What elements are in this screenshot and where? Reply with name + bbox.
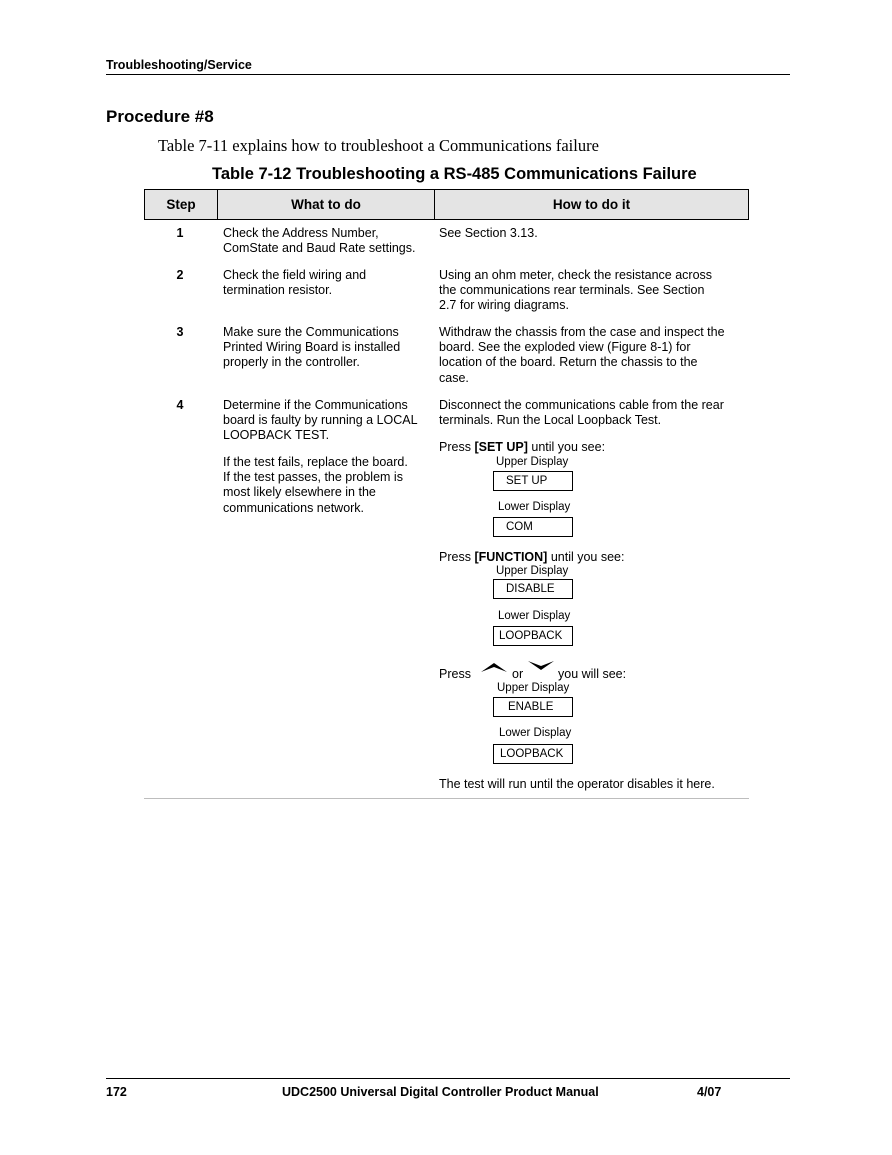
text-line: board is faulty by running a LOCAL bbox=[223, 413, 418, 428]
step-what bbox=[223, 325, 433, 371]
setup-key-label: [SET UP] bbox=[474, 440, 528, 454]
step-how bbox=[439, 268, 744, 314]
step-number: 3 bbox=[176, 325, 184, 339]
text-line: If the test passes, the problem is bbox=[223, 470, 403, 485]
down-arrow-icon bbox=[526, 659, 556, 673]
footer-date: 4/07 bbox=[697, 1085, 722, 1099]
press-or-word: or bbox=[512, 667, 524, 681]
lower-display-label: Lower Display bbox=[498, 501, 571, 513]
column-header-how: How to do it bbox=[552, 197, 631, 212]
step-what bbox=[223, 268, 433, 298]
step-what bbox=[223, 398, 433, 444]
function-key-label: [FUNCTION] bbox=[474, 550, 548, 564]
text-line: terminals. Run the Local Loopback Test. bbox=[439, 413, 662, 428]
display-value: LOOPBACK bbox=[500, 748, 564, 760]
table-header-row bbox=[144, 189, 749, 220]
press-prefix: Press bbox=[439, 440, 475, 454]
text-line: the communications rear terminals. See Section bbox=[439, 283, 705, 298]
upper-display-label: Upper Display bbox=[496, 565, 569, 577]
step-number: 2 bbox=[176, 268, 184, 282]
display-value: DISABLE bbox=[506, 583, 555, 595]
lower-display-box bbox=[493, 517, 573, 537]
step-how bbox=[439, 226, 744, 241]
page-footer bbox=[106, 1078, 790, 1099]
text-line: communications network. bbox=[223, 500, 365, 515]
step-how bbox=[439, 325, 744, 386]
display-value: LOOPBACK bbox=[499, 630, 563, 642]
table-title: Table 7-12 Troubleshooting a RS-485 Communications Failure bbox=[212, 165, 697, 183]
step-number: 1 bbox=[176, 226, 184, 240]
step-what bbox=[223, 226, 433, 256]
text-line: Determine if the Communications bbox=[223, 398, 408, 412]
up-arrow-icon bbox=[479, 660, 509, 674]
upper-display-box bbox=[493, 579, 573, 599]
procedure-title: Procedure #8 bbox=[106, 107, 214, 126]
upper-display-box bbox=[493, 697, 573, 717]
text-line: termination resistor. bbox=[223, 283, 333, 298]
text-line: If the test fails, replace the board. bbox=[223, 455, 408, 469]
text-line: ComState and Baud Rate settings. bbox=[223, 241, 416, 256]
text-line: location of the board. Return the chassis to the bbox=[439, 355, 698, 370]
lower-display-label: Lower Display bbox=[499, 727, 572, 739]
press-prefix: Press bbox=[439, 550, 475, 564]
page-header bbox=[106, 58, 790, 75]
text-line: board. See the exploded view (Figure 8-1) for bbox=[439, 340, 691, 355]
text-line: case. bbox=[439, 370, 469, 385]
text-line: LOOPBACK TEST. bbox=[223, 428, 330, 443]
intro-text: Table 7-11 explains how to troubleshoot a Communications failure bbox=[158, 136, 599, 155]
press-setup-instruction bbox=[439, 440, 744, 455]
press-suffix: until you see: bbox=[527, 440, 606, 454]
troubleshooting-table bbox=[144, 189, 749, 799]
lower-display-label: Lower Display bbox=[498, 610, 571, 622]
text-line: Disconnect the communications cable from the rear bbox=[439, 398, 724, 412]
display-value: SET UP bbox=[506, 475, 548, 487]
display-value: ENABLE bbox=[508, 701, 554, 713]
text-line: Using an ohm meter, check the resistance across bbox=[439, 268, 713, 282]
press-arrow-word: Press bbox=[439, 667, 471, 681]
column-header-what: What to do bbox=[218, 190, 435, 219]
lower-display-box bbox=[493, 626, 573, 646]
press-suffix: until you see: bbox=[547, 550, 625, 564]
upper-display-label: Upper Display bbox=[497, 682, 570, 694]
press-function-instruction bbox=[439, 550, 744, 565]
text-line: most likely elsewhere in the bbox=[223, 485, 376, 500]
final-note: The test will run until the operator disables it here. bbox=[439, 777, 715, 791]
text-line: Check the Address Number, bbox=[223, 226, 379, 240]
text-line: 2.7 for wiring diagrams. bbox=[439, 298, 569, 313]
text-line: Make sure the Communications bbox=[223, 325, 399, 339]
step-what-result bbox=[223, 455, 433, 516]
press-suffix-text: you will see: bbox=[558, 667, 627, 681]
page-number: 172 bbox=[106, 1085, 127, 1099]
display-value: COM bbox=[506, 521, 533, 533]
text-line: Check the field wiring and bbox=[223, 268, 367, 282]
text-line: properly in the controller. bbox=[223, 355, 360, 370]
lower-display-box bbox=[493, 744, 573, 764]
upper-display-label: Upper Display bbox=[496, 456, 569, 468]
footer-title: UDC2500 Universal Digital Controller Product Manual bbox=[282, 1085, 599, 1099]
upper-display-box bbox=[493, 471, 573, 491]
text-line: Withdraw the chassis from the case and inspect the bbox=[439, 325, 725, 339]
step-how bbox=[439, 398, 744, 428]
header-section: Troubleshooting/Service bbox=[106, 58, 252, 72]
column-header-step: Step bbox=[145, 190, 218, 219]
step-number: 4 bbox=[176, 398, 184, 412]
text-line: Printed Wiring Board is installed bbox=[223, 340, 401, 355]
text-line: See Section 3.13. bbox=[439, 226, 538, 240]
